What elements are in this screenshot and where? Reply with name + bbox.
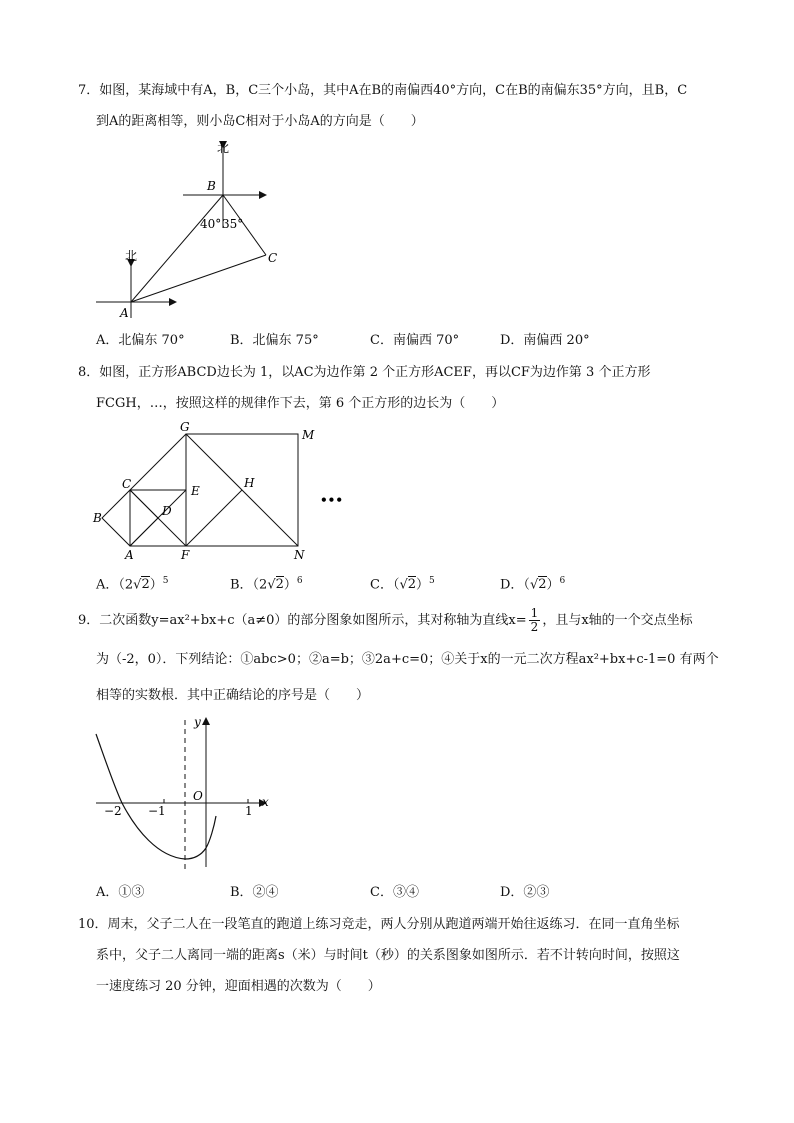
q8-option-b-radical-icon: √ [267,577,276,593]
q8-option-d-suffix: ） [546,577,560,593]
q7-angle-left: 40° [200,217,222,231]
q7-north-top: 北 [217,141,230,155]
q9-stem-line1-b: ，且与x轴的一个交点坐标 [542,613,693,628]
q8-label-e: E [191,484,200,498]
q9-stem-line3: 相等的实数根．其中正确结论的序号是（ ） [96,688,370,703]
q8-option-c[interactable] [370,572,435,594]
q9-stem-line1-a: 9．二次函数y=ax²+bx+c（a≠0）的部分图象如图所示，其对称轴为直线x= [78,613,527,628]
q8-option-b-radicand: 2 [275,577,284,593]
q8-option-a-suffix: ） [149,577,163,593]
q8-option-d-radicand: 2 [538,577,547,593]
q8-option-c-suffix: ） [416,577,430,593]
q9-fraction [529,607,541,634]
q7-stem-line2: 到A的距离相等，则小岛C相对于小岛A的方向是（ ） [96,114,424,129]
q9-x-label: x [262,795,269,809]
q8-label-a: A [125,548,134,562]
q8-option-b-suffix: ） [283,577,297,593]
q9-figure [88,712,288,877]
q7-option-d[interactable]: D．南偏西 20° [500,333,590,348]
q8-option-c-exponent: 5 [429,576,435,586]
q8-label-g: G [180,420,190,434]
q9-origin-label: O [193,789,203,803]
q8-option-d-prefix: D．（ [500,577,530,593]
q8-option-c-radicand: 2 [407,577,417,593]
q10-stem-line3: 一速度练习 20 分钟，迎面相遇的次数为（ ） [96,979,381,994]
q9-stem-line2: 为（-2，0）．下列结论：①abc>0；②a=b；③2a+c=0；④关于x的一元二次方程ax²+bx+c-1=0 有两个 [96,652,719,667]
q8-option-a-radical-icon: √ [133,577,142,593]
q8-label-n: N [294,548,305,562]
q8-option-a-exponent: 5 [162,576,169,586]
q7-north-a: 北 [125,249,138,263]
q9-y-label: y [194,715,201,729]
q7-option-b[interactable]: B．北偏东 75° [230,333,319,348]
q7-figure [88,138,298,328]
q8-label-h: H [244,476,255,490]
q8-segment-cg [130,434,186,490]
q8-option-c-radical-icon: √ [399,577,408,593]
q7-stem-line1: 7．如图，某海域中有A，B，C三个小岛，其中A在B的南偏西40°方向，C在B的南偏东35°方向，且B，C [78,83,688,98]
q8-label-d: D [162,504,172,518]
q8-label-b: B [93,511,102,525]
q8-option-d-exponent: 6 [559,576,566,586]
q10-stem-line2: 系中，父子二人离同一端的距离s（米）与时间t（秒）的关系图象如图所示．若不计转向时间，按照这 [96,948,680,963]
q8-option-c-prefix: C．（ [370,577,400,593]
q8-option-b[interactable] [230,572,303,594]
q9-option-b[interactable]: B．②④ [230,885,279,900]
q9-option-c[interactable]: C．③④ [370,885,419,900]
q7-option-a[interactable]: A．北偏东 70° [96,333,185,348]
q9-tick-label-neg2: −2 [104,804,122,818]
q8-label-f: F [181,548,190,562]
q7-label-b: B [207,179,216,193]
q9-option-a[interactable]: A．①③ [96,885,145,900]
q8-ellipsis: ••• [320,493,344,507]
q8-option-a[interactable] [96,572,169,594]
q9-fraction-den: 2 [530,620,539,634]
q9-fraction-num: 1 [530,606,539,620]
q8-option-b-exponent: 6 [296,576,303,586]
q9-option-d[interactable]: D．②③ [500,885,550,900]
q9-stem-line1 [78,607,693,635]
q8-stem-line1: 8．如图，正方形ABCD边长为 1，以AC为边作第 2 个正方形ACEF，再以CF为边作第 3 个正方形 [78,365,651,380]
q8-option-a-radicand: 2 [141,577,150,593]
q8-segment-fh [186,490,242,546]
q8-option-d-radical-icon: √ [529,577,539,593]
q8-figure [88,418,368,568]
q7-label-c: C [268,251,278,265]
q9-tick-label-1: 1 [245,804,253,818]
q7-angle-right: 35° [222,217,244,231]
q8-option-a-prefix: A．（2 [96,577,134,593]
q8-label-c: C [122,477,132,491]
q8-label-m: M [302,428,315,442]
q10-stem-line1: 10．周末，父子二人在一段笔直的跑道上练习竞走，两人分别从跑道两端开始往返练习．在同一直角坐标 [78,917,680,932]
q9-tick-label-neg1: −1 [148,804,166,818]
q7-label-a: A [120,306,129,320]
q8-stem-line2: FCGH，…，按照这样的规律作下去，第 6 个正方形的边长为（ ） [96,396,505,411]
q7-option-c[interactable]: C．南偏西 70° [370,333,460,348]
q8-option-d[interactable] [500,572,565,594]
q8-option-b-prefix: B．（2 [230,577,268,593]
